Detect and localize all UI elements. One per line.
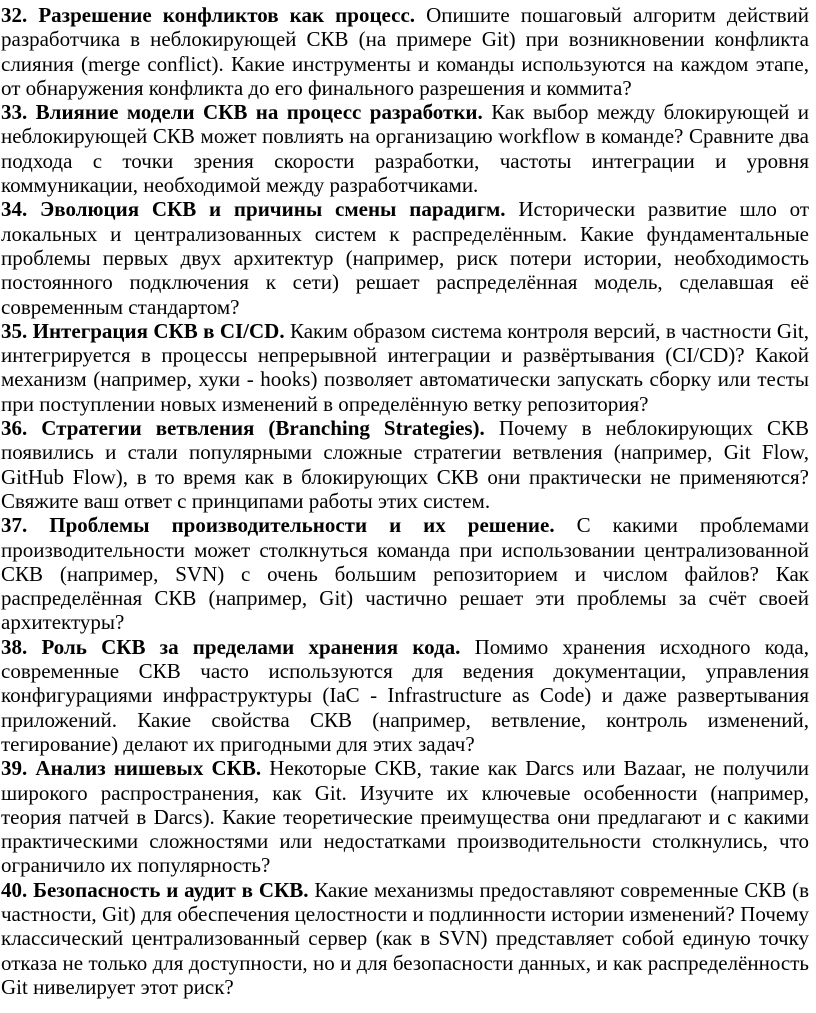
question-body: Как выбор между блокирующей и неблокирующей СКВ может повлиять на организацию workflow в команде? Сравните два подхода с точки зрения скорости разработки, частоты интеграции и уровня коммуникации, необходимой между разработчиками. — [1, 100, 810, 198]
question-heading — [1, 635, 460, 659]
question-item-32 — [1, 3, 809, 100]
question-heading — [1, 513, 555, 537]
question-heading — [1, 100, 483, 124]
question-title: Интеграция СКВ в CI/CD. — [32, 318, 285, 343]
question-heading — [1, 878, 308, 902]
question-heading — [1, 756, 261, 780]
question-item-35 — [1, 319, 809, 416]
question-body: Помимо хранения исходного кода, современные СКВ часто используются для ведения документации, управления конфигурациями инфраструктуры (IaC - Infrastructure as Code) и даже развертывания приложений. Какие свойства СКВ (например, ветвление, контроль изменений, тегирование) делают их пригодными для этих задач? — [1, 634, 809, 756]
question-title: Анализ нишевых СКВ. — [35, 756, 262, 781]
question-title: Разрешение конфликтов как процесс. — [38, 3, 416, 27]
question-title: Стратегии ветвления (Branching Strategies). — [41, 416, 485, 441]
question-title: Проблемы производительности и их решение. — [49, 513, 555, 538]
question-item-36 — [1, 416, 809, 513]
question-item-33 — [1, 100, 809, 197]
question-number: 34. — [1, 197, 28, 222]
question-body: Некоторые СКВ, такие как Darcs или Bazaar, не получили широкого распространения, как Git. Изучите их ключевые особенности (например, теория патчей в Darcs). Какие теоретические преимущества они предлагают и с какими практическими сложностями или недостатками производительности столкнулись, что ограничило их популярность? — [1, 756, 810, 878]
question-number: 35. — [1, 318, 28, 343]
question-title: Влияние модели СКВ на процесс разработки. — [35, 100, 483, 125]
question-number: 36. — [1, 416, 28, 441]
question-title: Эволюция СКВ и причины смены парадигм. — [40, 197, 506, 222]
question-item-40 — [1, 878, 809, 999]
question-number: 40. — [1, 877, 28, 902]
question-item-38 — [1, 635, 809, 756]
question-body: С какими проблемами производительности может столкнуться команда при использовании централизованной СКВ (например, SVN) с очень большим репозиторием и числом файлов? Как распределённая СКВ (например, Git) частично решает эти проблемы за счёт своей архитектуры? — [1, 513, 810, 635]
question-number: 39. — [1, 756, 28, 781]
question-heading — [1, 3, 415, 27]
question-item-37 — [1, 513, 809, 634]
question-number: 33. — [1, 100, 28, 125]
question-heading — [1, 197, 506, 221]
question-body: Какие механизмы предоставляют современные СКВ (в частности, Git) для обеспечения целостности и подлинности истории изменений? Почему классический централизованный сервер (как в SVN) представляет собой единую точку отказа не только для доступности, но и для безопасности данных, и как распределённость Git нивелирует этот риск? — [1, 877, 809, 999]
question-number: 38. — [1, 634, 28, 659]
question-title: Роль СКВ за пределами хранения кода. — [41, 634, 461, 659]
question-item-34 — [1, 197, 809, 318]
question-number: 37. — [1, 513, 28, 538]
question-body: Исторически развитие шло от локальных и централизованных систем к распределённым. Какие фундаментальные проблемы первых двух архитектур (например, риск потери истории, необходимость постоянного подключения к сети) решает распределённая модель, сделавшая её современным стандартом? — [1, 197, 810, 319]
question-heading — [1, 416, 485, 440]
question-item-39 — [1, 756, 809, 877]
question-heading — [1, 319, 285, 343]
question-title: Безопасность и аудит в СКВ. — [33, 877, 309, 902]
question-body: Каким образом система контроля версий, в частности Git, интегрируется в процессы непрерывной интеграции и развёртывания (CI/CD)? Какой механизм (например, хуки - hooks) позволяет автоматически запускать сборку или тесты при поступлении новых изменений в определённую ветку репозитория? — [1, 318, 809, 416]
question-body: Почему в неблокирующих СКВ появились и стали популярными сложные стратегии ветвления (например, Git Flow, GitHub Flow), в то время как в блокирующих СКВ они практически не применяются? Свяжите ваш ответ с принципами работы этих систем. — [1, 416, 809, 513]
question-body: Опишите пошаговый алгоритм действий разработчика в неблокирующей СКВ (на примере Git) при возникновении конфликта слияния (merge conflict). Какие инструменты и команды используются на каждом этапе, от обнаружения конфликта до его финального разрешения и коммита? — [1, 3, 809, 100]
question-number: 32. — [1, 3, 28, 27]
